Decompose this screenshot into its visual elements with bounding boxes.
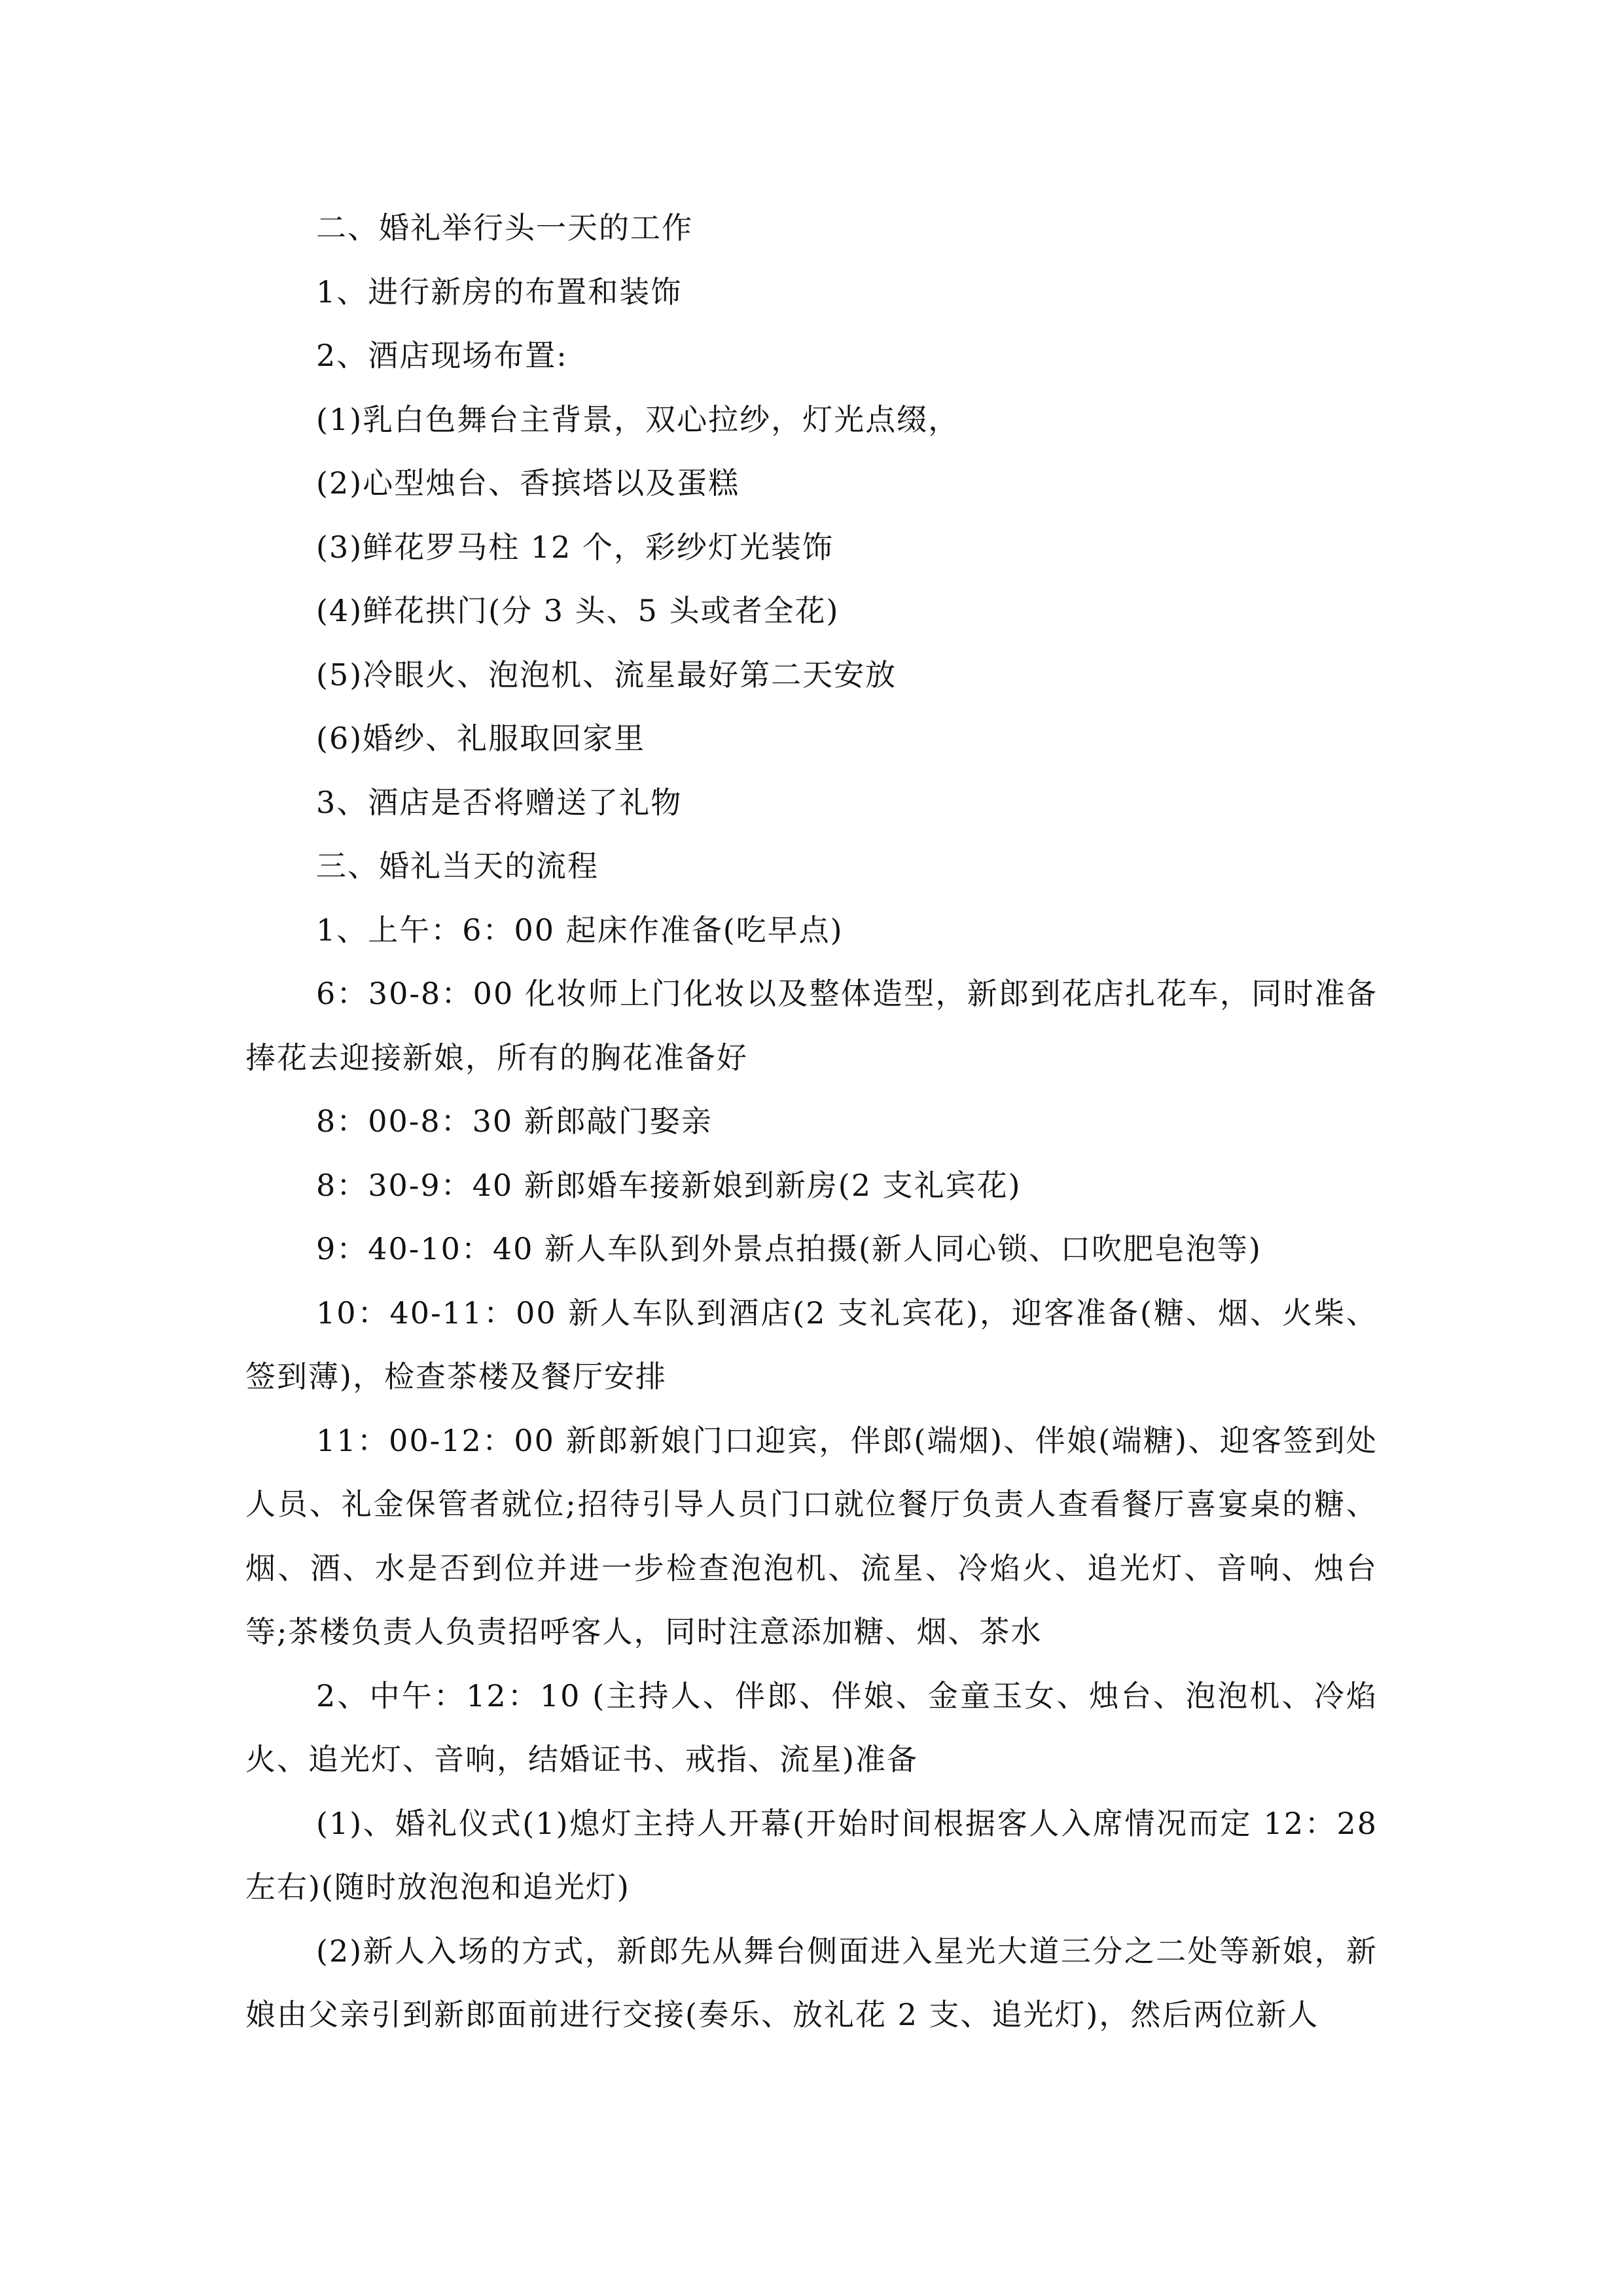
paragraph: 3、酒店是否将赠送了礼物 [316,784,683,820]
ceremony-item: (2)新人入场的方式，新郎先从舞台侧面进入星光大道三分之二处等新娘，新娘由父亲引到新郎面前进行交接(奏乐、放礼花 2 支、追光灯)，然后两位新人 [245,1933,1378,2032]
paragraph: 1、进行新房的布置和装饰 [316,274,683,310]
section-heading-wedding-day: 三、婚礼当天的流程 [316,848,599,884]
schedule-item: 6：30-8：00 化妆师上门化妆以及整体造型，新郎到花店扎花车，同时准备捧花去迎接新娘，所有的胸花准备好 [245,976,1378,1075]
schedule-item: 9：40-10：40 新人车队到外景点拍摄(新人同心锁、口吹肥皂泡等) [316,1231,1262,1266]
list-item: (2)心型烛台、香摈塔以及蛋糕 [316,465,740,501]
document-body [245,196,1378,2047]
ceremony-item: (1)、婚礼仪式(1)熄灯主持人开幕(开始时间根据客人入席情况而定 12：28 左右)(随时放泡泡和追光灯) [245,1805,1378,1905]
schedule-item: 2、中午：12：10 (主持人、伴郎、伴娘、金童玉女、烛台、泡泡机、冷焰火、追光灯、音响，结婚证书、戒指、流星)准备 [245,1677,1378,1777]
list-item: (3)鲜花罗马柱 12 个，彩纱灯光装饰 [316,529,834,565]
list-item: (5)冷眼火、泡泡机、流星最好第二天安放 [316,656,897,692]
schedule-item: 1、上午：6：00 起床作准备(吃早点) [316,912,844,948]
schedule-item: 11：00-12：00 新郎新娘门口迎宾，伴郎(端烟)、伴娘(端糖)、迎客签到处人员、礼金保管者就位;招待引导人员门口就位餐厅负责人查看餐厅喜宴桌的糖、烟、酒、水是否到位并进一步检查泡泡机、流星、冷焰火、追光灯、音响、烛台等;茶楼负责人负责招呼客人，同时注意添加糖、烟、茶水 [245,1422,1378,1649]
paragraph: 2、酒店现场布置: [316,338,568,373]
schedule-item: 8：00-8：30 新郎敲门娶亲 [316,1103,713,1139]
list-item: (1)乳白色舞台主背景，双心拉纱，灯光点缀， [316,401,960,437]
list-item: (4)鲜花拱门(分 3 头、5 头或者全花) [316,593,840,628]
schedule-item: 8：30-9：40 新郎婚车接新娘到新房(2 支礼宾花) [316,1167,1022,1203]
section-heading-day-before: 二、婚礼举行头一天的工作 [316,210,693,245]
list-item: (6)婚纱、礼服取回家里 [316,721,646,756]
schedule-item: 10：40-11：00 新人车队到酒店(2 支礼宾花)，迎客准备(糖、烟、火柴、签到薄)，检查茶楼及餐厅安排 [245,1295,1378,1394]
